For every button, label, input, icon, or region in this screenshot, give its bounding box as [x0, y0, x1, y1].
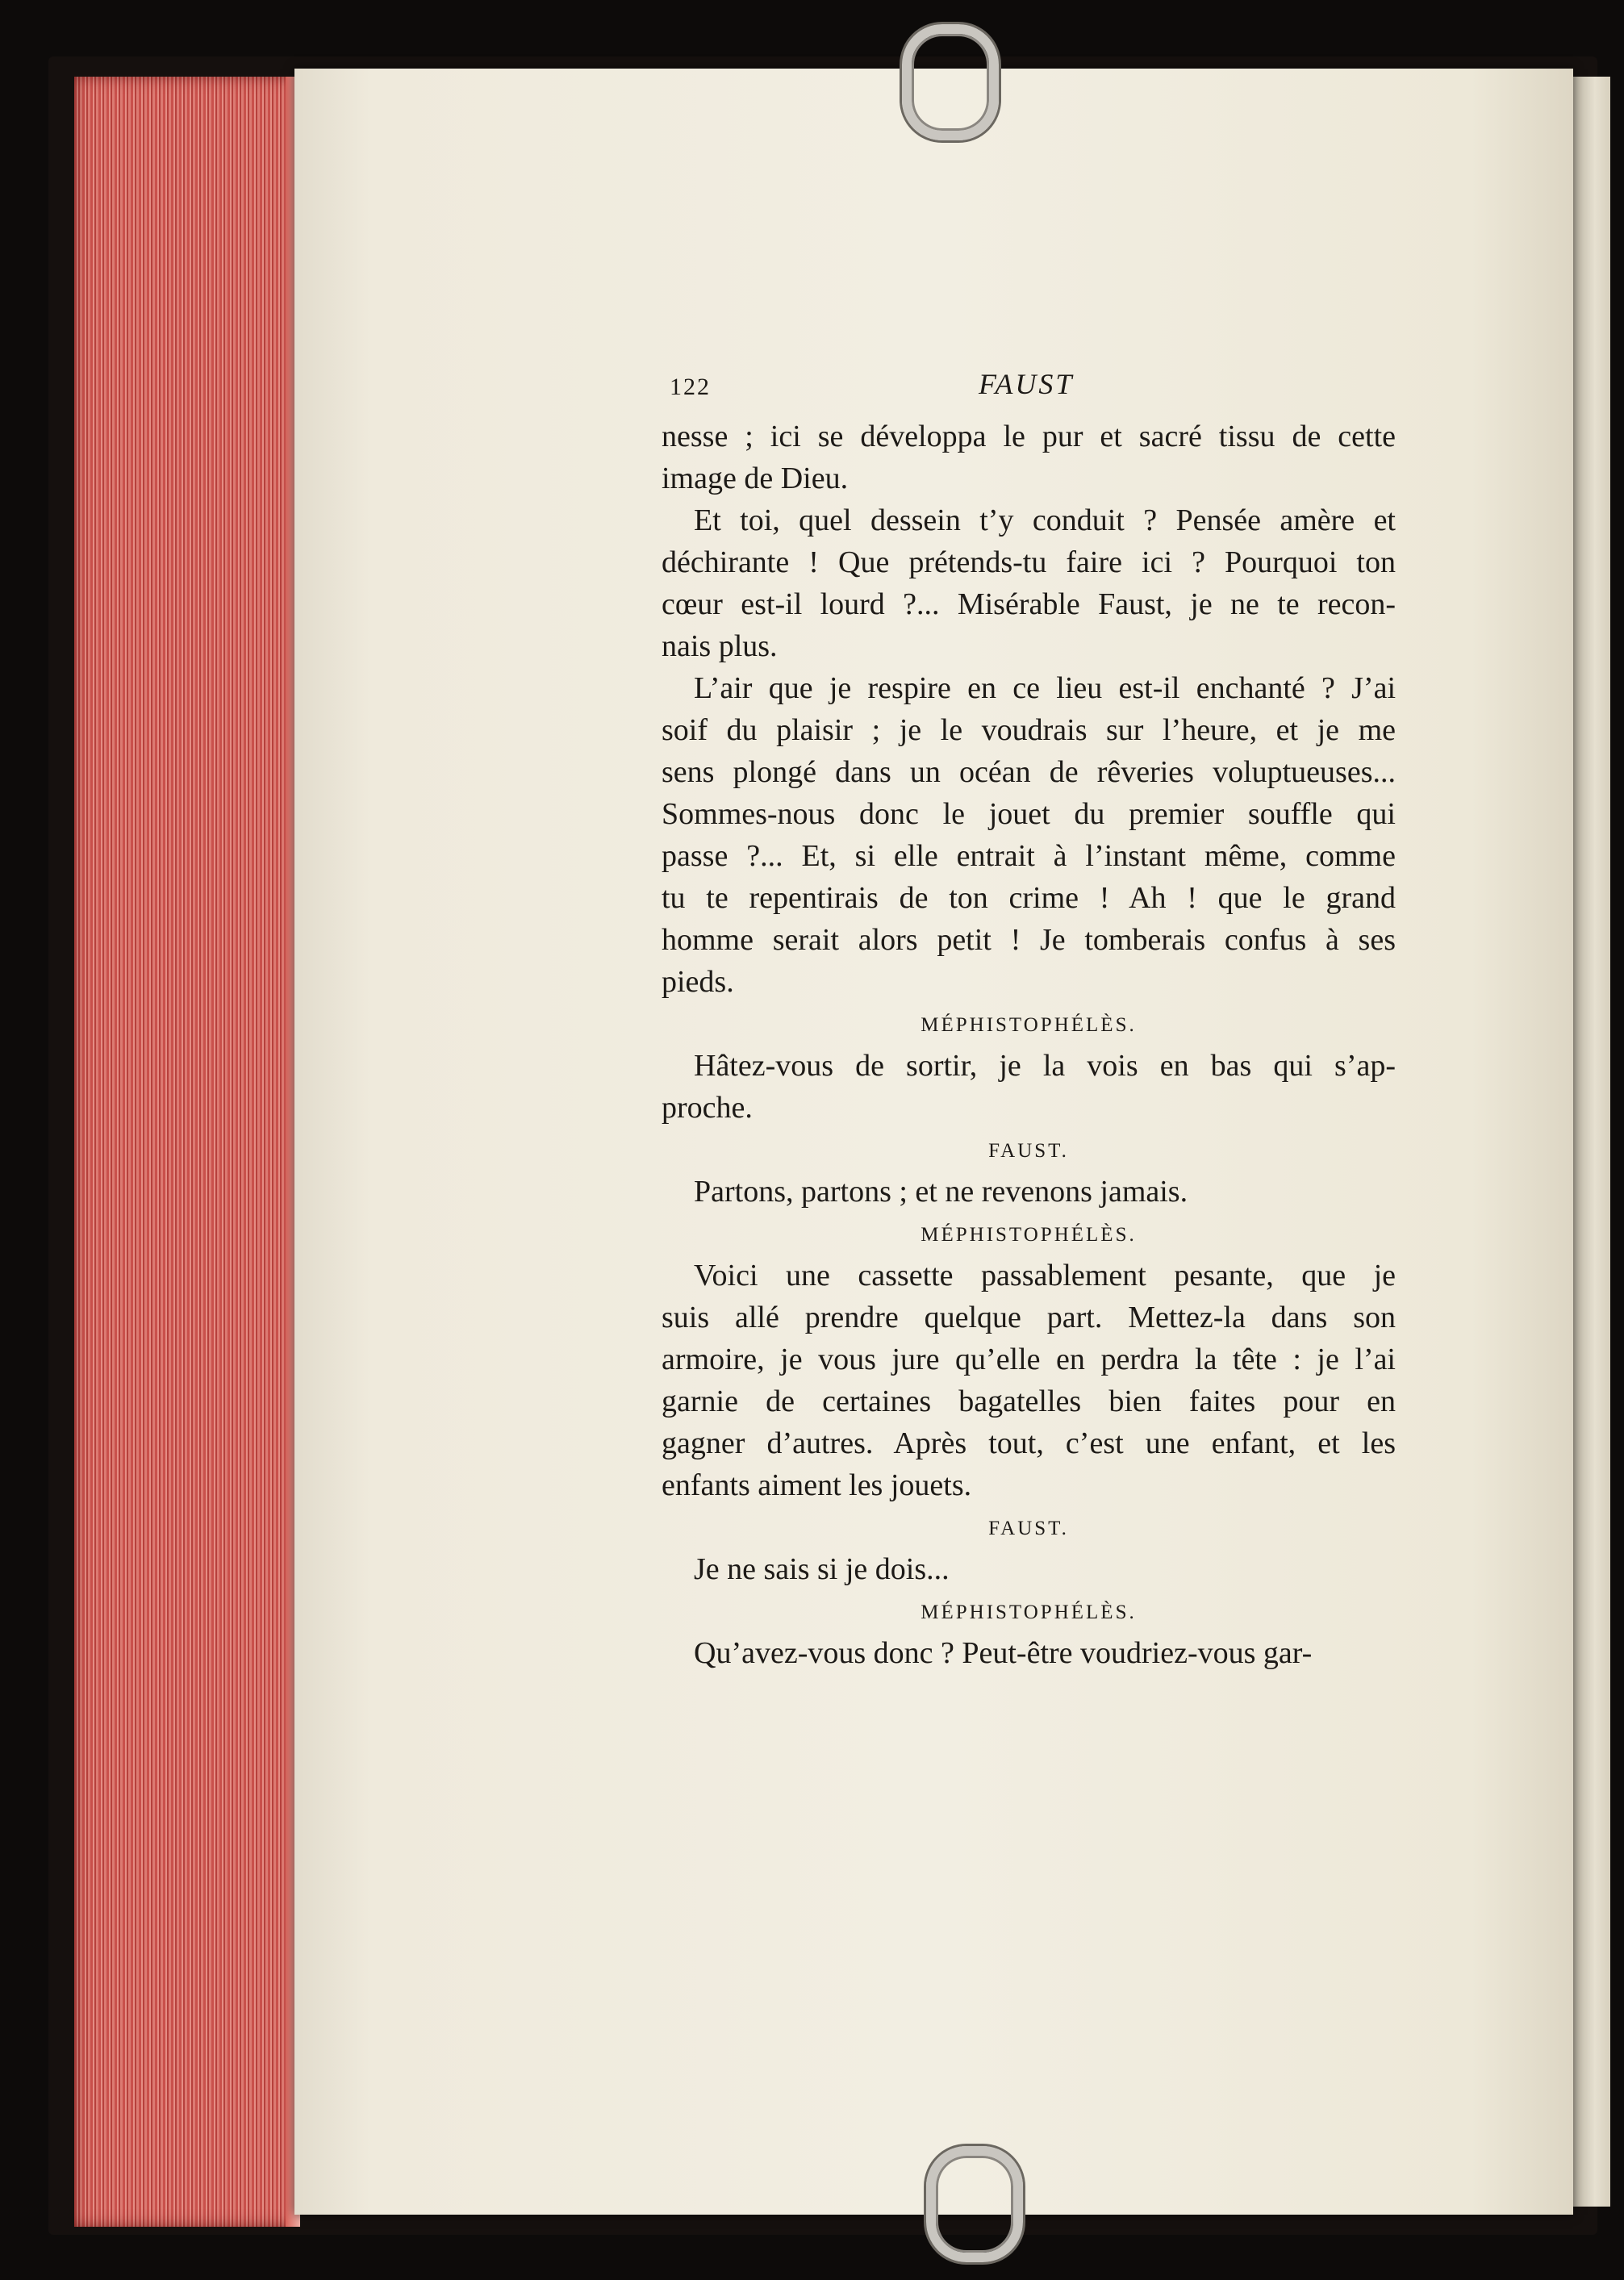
running-head — [662, 367, 1396, 415]
text-line: suis allé prendre quelque part. Mettez-la dans son — [662, 1301, 1396, 1334]
text-line: Partons, partons ; et ne revenons jamais. — [694, 1175, 1188, 1209]
text-line: enfants aiment les jouets. — [662, 1468, 972, 1502]
text-line: homme serait alors petit ! Je tomberais confus à ses — [662, 923, 1396, 957]
text-line: Je ne sais si je dois... — [694, 1552, 950, 1586]
running-title: FAUST — [979, 368, 1075, 400]
text-line: garnie de certaines bagatelles bien faites pour en — [662, 1384, 1396, 1418]
page-number: 122 — [670, 374, 711, 400]
page-clip-bottom-icon — [926, 2146, 1023, 2262]
text-line: nais plus. — [662, 629, 778, 663]
speaker-heading: FAUST. — [988, 1518, 1069, 1539]
text-line: Hâtez-vous de sortir, je la vois en bas qui s’ap- — [694, 1049, 1396, 1083]
text-line: cœur est-il lourd ?... Misérable Faust, je ne te recon- — [662, 587, 1396, 621]
text-line: soif du plaisir ; je le voudrais sur l’heure, et je me — [662, 713, 1396, 747]
text-line: sens plongé dans un océan de rêveries voluptueuses... — [662, 755, 1396, 789]
paragraph — [662, 667, 1396, 1003]
paragraph — [662, 415, 1396, 499]
speaker-heading: MÉPHISTOPHÉLÈS. — [921, 1224, 1137, 1246]
text-line: Qu’avez-vous donc ? Peut-être voudriez-vous gar- — [694, 1636, 1313, 1670]
page-edges — [74, 77, 300, 2227]
text-line: image de Dieu. — [662, 461, 849, 495]
speaker-heading: MÉPHISTOPHÉLÈS. — [921, 1014, 1137, 1036]
speaker-heading: FAUST. — [988, 1140, 1069, 1162]
text-line: Sommes-nous donc le jouet du premier souffle qui — [662, 797, 1396, 831]
page-clip-top-icon — [902, 24, 999, 140]
paragraph — [662, 1045, 1396, 1129]
text-line: proche. — [662, 1091, 753, 1125]
paragraph — [662, 1255, 1396, 1506]
paragraph — [662, 1548, 1396, 1590]
text-line: déchirante ! Que prétends-tu faire ici ? Pourquoi ton — [662, 545, 1396, 579]
text-line: nesse ; ici se développa le pur et sacré tissu de cette — [662, 420, 1396, 453]
speaker-heading: MÉPHISTOPHÉLÈS. — [921, 1601, 1137, 1623]
paragraph — [662, 1171, 1396, 1213]
text-line: tu te repentirais de ton crime ! Ah ! que le grand — [662, 881, 1396, 915]
text-line: passe ?... Et, si elle entrait à l’instant même, comme — [662, 839, 1396, 873]
text-line: Et toi, quel dessein t’y conduit ? Pensée amère et — [694, 503, 1396, 537]
page-text — [662, 367, 1396, 1674]
text-line: armoire, je vous jure qu’elle en perdra la tête : je l’ai — [662, 1343, 1396, 1376]
text-line: gagner d’autres. Après tout, c’est une enfant, et les — [662, 1426, 1396, 1460]
body-text — [662, 415, 1396, 1674]
paragraph — [662, 499, 1396, 667]
text-line: pieds. — [662, 965, 734, 999]
text-line: L’air que je respire en ce lieu est-il enchanté ? J’ai — [694, 671, 1396, 705]
paragraph — [662, 1632, 1396, 1674]
text-line: Voici une cassette passablement pesante, que je — [694, 1259, 1396, 1292]
next-page-edge — [1572, 77, 1610, 2207]
